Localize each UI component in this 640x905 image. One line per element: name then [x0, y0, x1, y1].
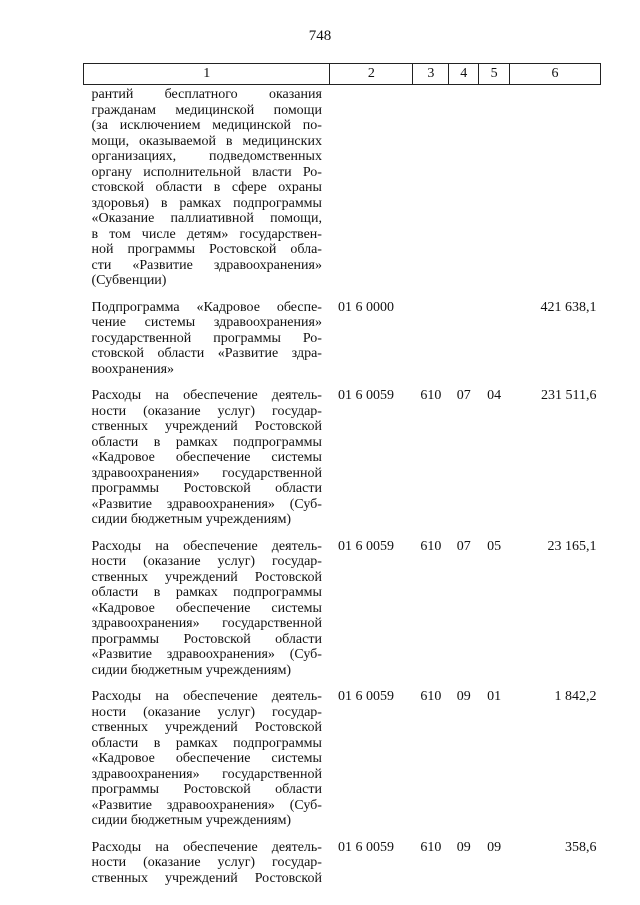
- description-line: гражданам медицинской помощи: [91, 102, 322, 118]
- description-line: здравоохранения» государственной: [91, 465, 322, 481]
- description-line: сидии бюджетным учреждениям): [91, 512, 292, 527]
- description-line: «Кадровое обеспечение системы: [91, 450, 322, 465]
- description-line: чение системы здравоохранения»: [91, 315, 322, 330]
- row-code: 01 6 0000: [337, 299, 394, 315]
- column-header-5: 5: [479, 64, 510, 85]
- row-expense-type: [413, 298, 449, 387]
- description-line: ности (оказание услуг) государ-: [91, 704, 322, 720]
- row-code: 01 6 0059: [337, 839, 394, 855]
- row-subsection: 05: [487, 538, 502, 554]
- row-description: [84, 386, 330, 537]
- row-code: 01 6 0059: [337, 388, 394, 403]
- row-section: 07: [456, 388, 471, 403]
- row-subsection: 01: [487, 689, 502, 704]
- row-amount: [510, 85, 601, 298]
- description-line: государственной программы Ро-: [91, 330, 322, 346]
- description-line: области в рамках подпрограммы: [91, 434, 322, 450]
- description-line: стовской области в сфере охраны: [91, 180, 322, 195]
- description-line: сидии бюджетным учреждениям): [91, 662, 292, 678]
- description-line: ной программы Ростовской обла-: [91, 242, 322, 257]
- description-line: органу исполнительной власти Ро-: [91, 164, 322, 180]
- description-line: (за исключением медицинской по-: [91, 118, 322, 133]
- header-row: [84, 64, 601, 85]
- description-line: ности (оказание услуг) государ-: [91, 554, 322, 569]
- row-expense-type: 610: [420, 538, 442, 554]
- description-line: программы Ростовской области: [91, 782, 322, 797]
- description-line: стовской области «Развитие здра-: [91, 346, 322, 361]
- row-amount: 358,6: [565, 839, 597, 855]
- description-line: воохранения»: [91, 361, 175, 377]
- row-expense-type: 610: [420, 689, 442, 704]
- description-line: здоровья) в рамках подпрограммы: [91, 195, 322, 211]
- row-description: [84, 298, 330, 387]
- description-line: «Кадровое обеспечение системы: [91, 600, 322, 616]
- row-amount: 1 842,2: [554, 689, 597, 704]
- description-line: «Развитие здравоохранения» (Суб-: [91, 797, 322, 813]
- description-line: здравоохранения» государственной: [91, 766, 322, 782]
- description-line: ственных учреждений Ростовской: [91, 419, 322, 434]
- description-line: мощи, оказываемой в медицинских: [91, 133, 322, 149]
- row-description: [84, 537, 330, 688]
- description-line: здравоохранения» государственной: [91, 616, 322, 631]
- column-header-3: 3: [413, 64, 449, 85]
- description-line: организациях, подведомственных: [91, 149, 322, 164]
- row-expense-type: 610: [420, 388, 442, 403]
- description-line: Расходы на обеспечение деятель-: [91, 689, 322, 704]
- column-header-1: 1: [84, 64, 330, 85]
- table-row: [84, 386, 601, 537]
- description-line: области в рамках подпрограммы: [91, 585, 322, 600]
- page-number: 748: [308, 28, 332, 44]
- description-line: «Оказание паллиативной помощи,: [91, 211, 322, 226]
- row-section: 07: [456, 538, 471, 554]
- description-line: сти «Развитие здравоохранения»: [91, 257, 322, 273]
- row-description: [84, 838, 330, 891]
- row-subsection: 09: [487, 839, 502, 855]
- row-subsection: [479, 85, 510, 298]
- description-line: ности (оказание услуг) государ-: [91, 855, 322, 870]
- table-row: [84, 85, 601, 298]
- row-amount: 23 165,1: [547, 538, 597, 554]
- row-description: [84, 85, 330, 298]
- description-line: «Развитие здравоохранения» (Суб-: [91, 496, 322, 512]
- description-line: Подпрограмма «Кадровое обеспе-: [91, 299, 322, 315]
- description-line: ственных учреждений Ростовской: [91, 569, 322, 585]
- row-subsection: [479, 298, 510, 387]
- description-line: (Субвенции): [91, 273, 167, 288]
- table-row: [84, 537, 601, 688]
- description-line: программы Ростовской области: [91, 481, 322, 496]
- table-row: [84, 838, 601, 891]
- column-header-6: 6: [510, 64, 601, 85]
- budget-table: [83, 63, 601, 890]
- table-row: [84, 687, 601, 838]
- description-line: «Кадровое обеспечение системы: [91, 751, 322, 766]
- row-subsection: 04: [487, 388, 502, 403]
- row-code: 01 6 0059: [337, 689, 394, 704]
- row-section: [449, 298, 479, 387]
- description-line: Расходы на обеспечение деятель-: [91, 839, 322, 855]
- description-line: ственных учреждений Ростовской: [91, 870, 322, 886]
- table-row: [84, 298, 601, 387]
- description-line: программы Ростовской области: [91, 631, 322, 647]
- row-section: 09: [456, 689, 471, 704]
- description-line: рантий бесплатного оказания: [91, 87, 322, 102]
- row-code: [330, 85, 413, 298]
- row-section: 09: [456, 839, 471, 855]
- row-expense-type: 610: [420, 839, 442, 855]
- description-line: ности (оказание услуг) государ-: [91, 403, 322, 419]
- description-line: «Развитие здравоохранения» (Суб-: [91, 647, 322, 662]
- description-line: ственных учреждений Ростовской: [91, 720, 322, 735]
- description-line: в том числе детям» государствен-: [91, 226, 322, 242]
- table-body: [84, 85, 601, 891]
- description-line: Расходы на обеспечение деятель-: [91, 388, 322, 403]
- description-line: области в рамках подпрограммы: [91, 735, 322, 751]
- row-amount: 421 638,1: [540, 299, 597, 315]
- column-header-4: 4: [449, 64, 479, 85]
- description-line: Расходы на обеспечение деятель-: [91, 538, 322, 554]
- row-description: [84, 687, 330, 838]
- column-header-2: 2: [330, 64, 413, 85]
- row-section: [449, 85, 479, 298]
- row-code: 01 6 0059: [337, 538, 394, 554]
- row-expense-type: [413, 85, 449, 298]
- description-line: сидии бюджетным учреждениям): [91, 813, 292, 828]
- row-amount: 231 511,6: [541, 388, 597, 403]
